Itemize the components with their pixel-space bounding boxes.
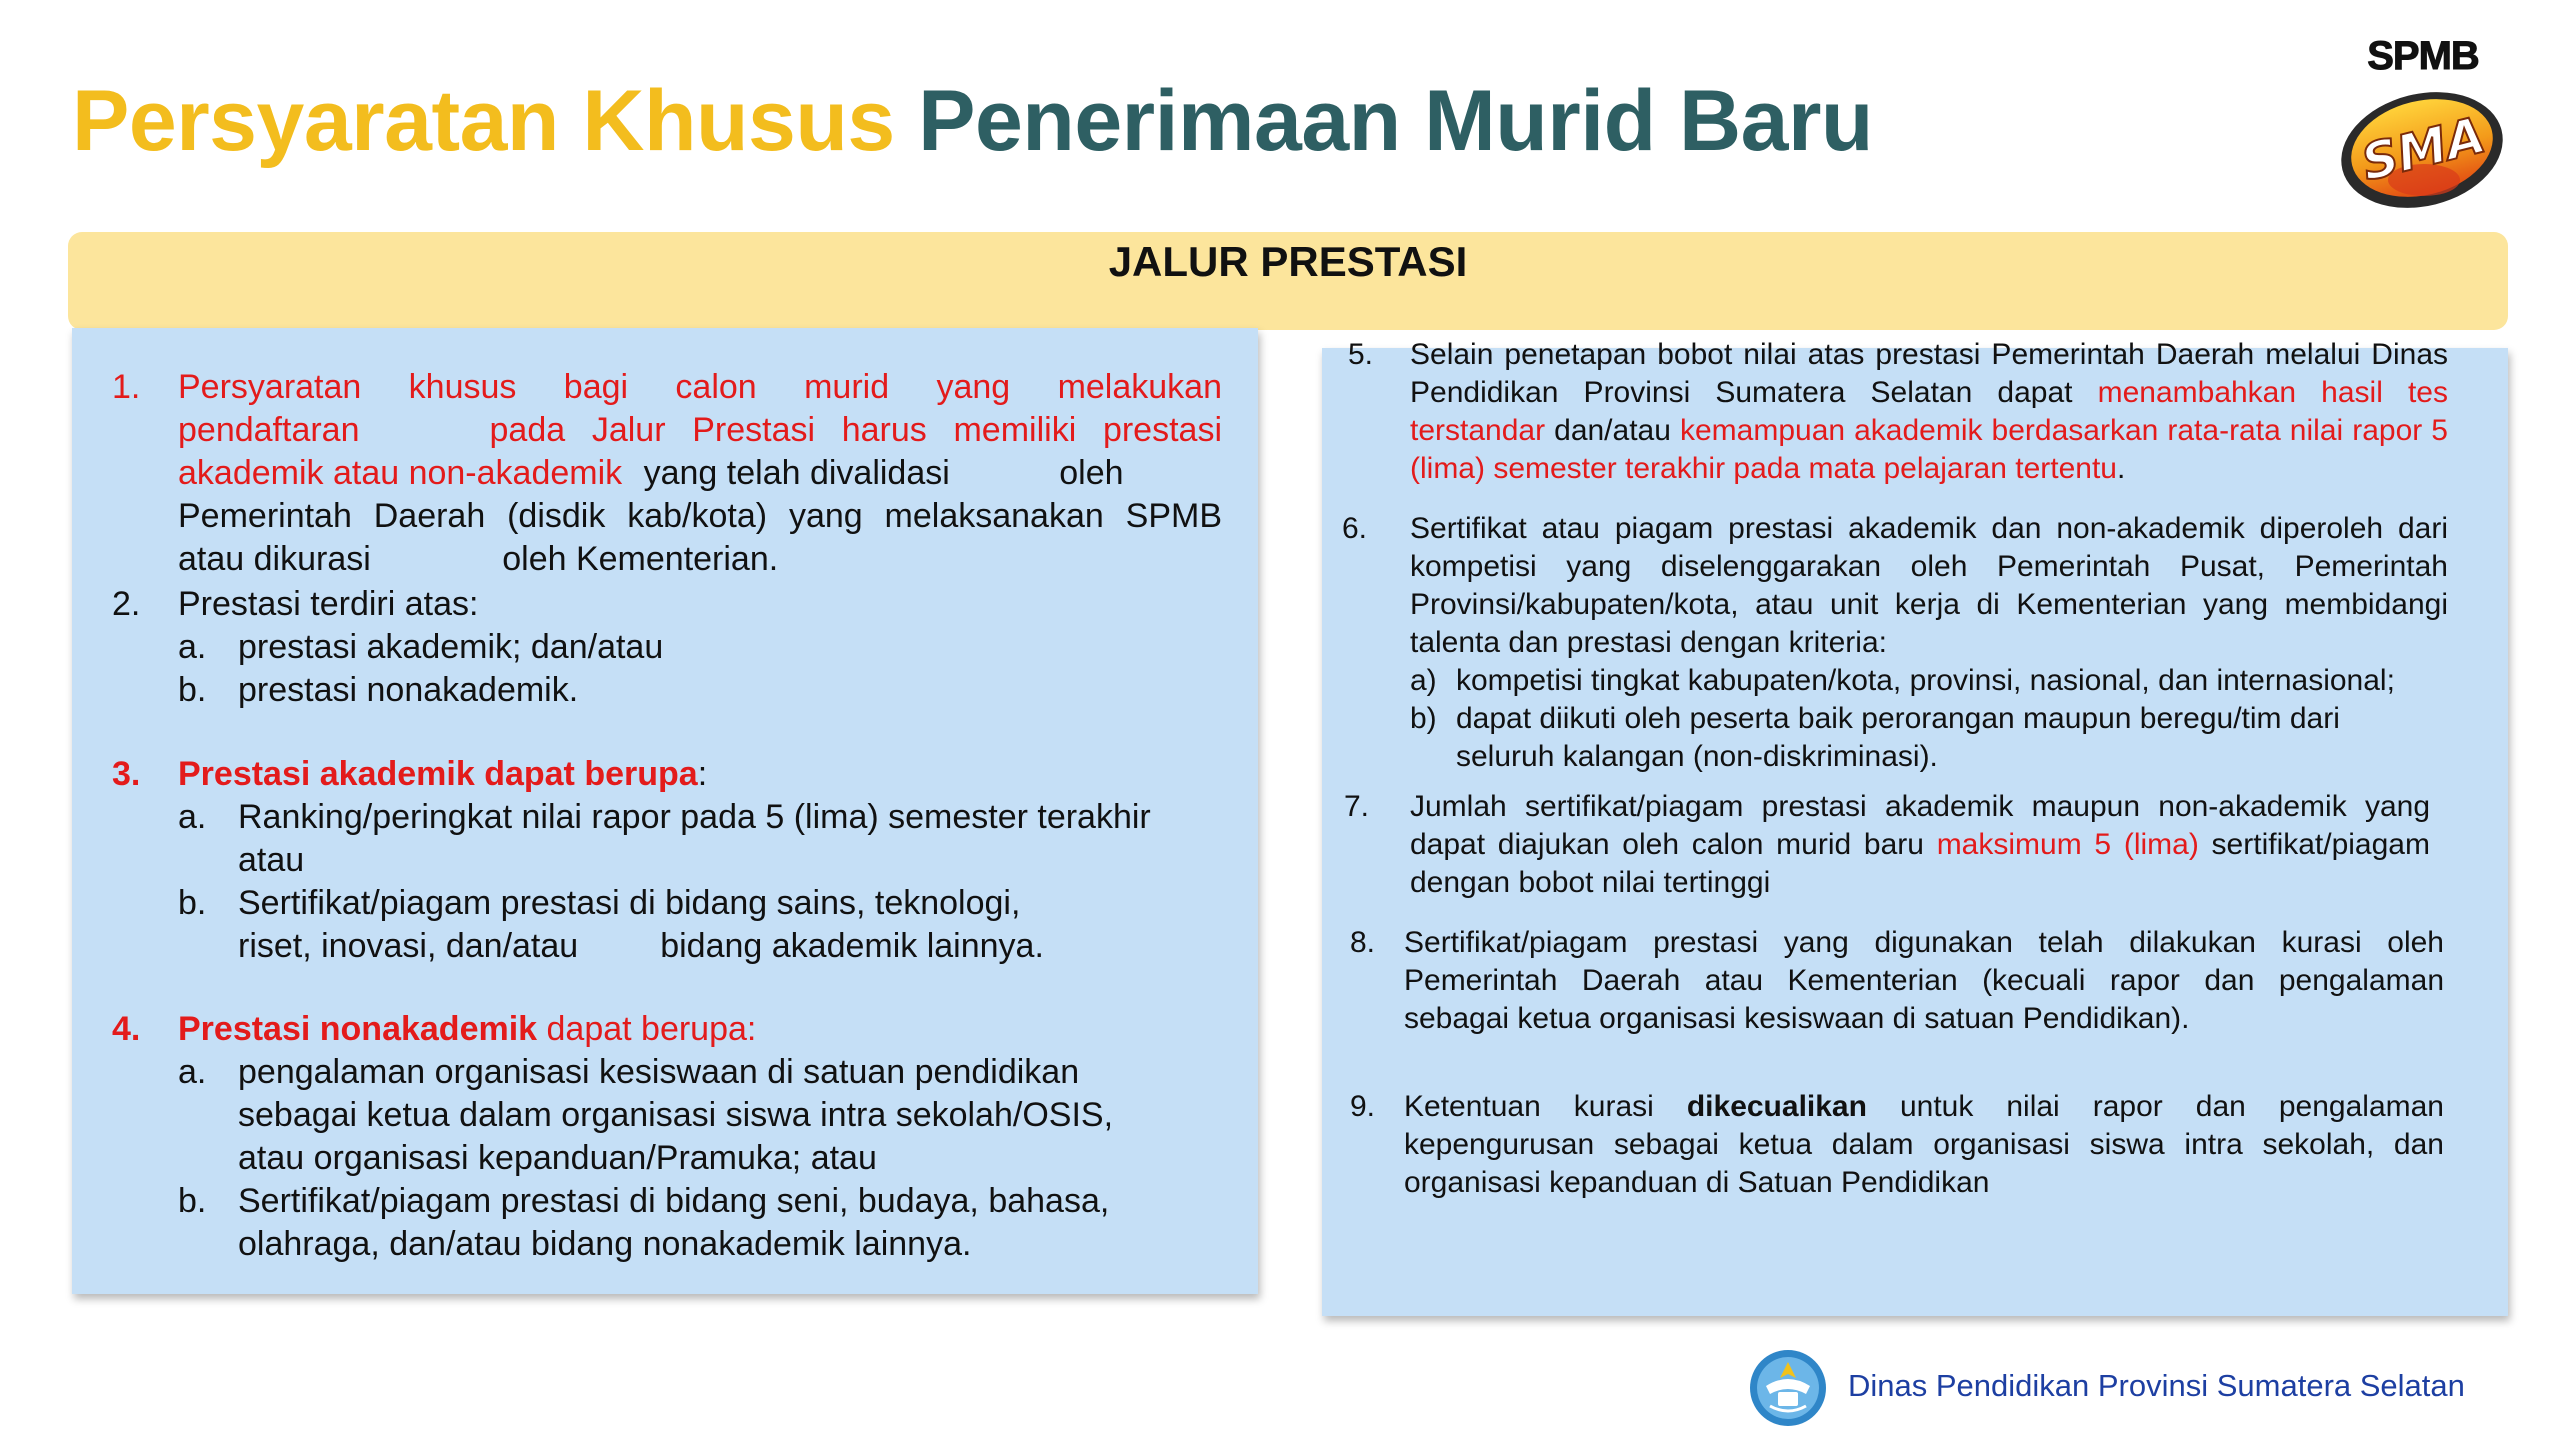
item1-line3: akademik atau non-akademik yang telah divalidasi oleh bbox=[178, 454, 1124, 492]
item-number: 7. bbox=[1344, 790, 1370, 823]
list-item-9: 9. Ketentuan kurasi dikecualikan untuk nilai rapor dan pengalaman kepengurusan sebagai ketua dalam organisasi siswa intra sekolah, dan organisasi kepanduan di Satuan Pendidikan bbox=[1350, 1090, 2444, 1199]
tut-wuri-handayani-logo-icon bbox=[1748, 1348, 1828, 1428]
item-number: 6. bbox=[1342, 512, 1368, 545]
list-item-6: 6. Sertifikat atau piagam prestasi akademik dan non-akademik diperoleh dari kompetisi yang diselenggarakan oleh Pemerintah Pusat, Pemerintah Provinsi/kabupaten/kota, atau unit kerja di Kementerian yang membidangi talenta dan prestasi dengan kriteria: a) kompetisi tingkat kabupaten/kota, provinsi, nasional, dan internasional; b) dapat diikuti oleh peserta baik perorangan maupun beregu/tim dari seluruh kalangan (non-diskriminasi). bbox=[1342, 510, 2448, 776]
sma-badge-icon bbox=[2336, 80, 2512, 230]
banner-label: JALUR PRESTASI bbox=[1108, 238, 1468, 285]
sub-item: b. Sertifikat/piagam prestasi di bidang sains, teknologi, riset, inovasi, dan/atau bidang akademik lainnya. bbox=[178, 884, 1044, 965]
list-item-4: 4. Prestasi nonakademik dapat berupa: a. pengalaman organisasi kesiswaan di satuan pendidikan sebagai ketua dalam organisasi siswa intra sekolah/OSIS, atau organisasi kepanduan/Pramuka; atau b. Sertifikat/piagam prestasi di bidang seni, budaya, bahasa, olahraga, dan/atau bidang nonakademik lainnya. bbox=[112, 1008, 1222, 1266]
logo-text: SPMB bbox=[2367, 34, 2479, 78]
sub-item: b. prestasi nonakademik. bbox=[178, 671, 579, 709]
item-number: 9. bbox=[1350, 1090, 1376, 1123]
list-item-1 bbox=[112, 366, 1222, 581]
title-main: Penerimaan Murid Baru bbox=[918, 73, 1873, 169]
item1-line4: Pemerintah Daerah (disdik kab/kota) yang melaksanakan SPMB bbox=[178, 497, 1222, 535]
item-number: 4. bbox=[112, 1010, 141, 1048]
sub-item: b) dapat diikuti oleh peserta baik perorangan maupun beregu/tim dari seluruh kalangan (non-diskriminasi). bbox=[1410, 702, 2340, 773]
item-number: 2. bbox=[112, 585, 141, 623]
right-panel bbox=[1322, 338, 2508, 1316]
title-highlight: Persyaratan Khusus bbox=[72, 73, 895, 169]
footer-organization: Dinas Pendidikan Provinsi Sumatera Selatan bbox=[1848, 1368, 2465, 1403]
page-title bbox=[72, 72, 1873, 171]
item1-line1: Persyaratan khusus bagi calon murid yang melakukan bbox=[178, 368, 1222, 406]
item-number: 5. bbox=[1348, 338, 1374, 371]
sub-item: a. prestasi akademik; dan/atau bbox=[178, 628, 664, 666]
svg-text:SMA: SMA bbox=[2355, 105, 2491, 193]
list-item-3: 3. Prestasi akademik dapat berupa: a. Ranking/peringkat nilai rapor pada 5 (lima) semester terakhir atau b. Sertifikat/piagam prestasi di bidang sains, teknologi, riset, inovasi, dan/atau bidang akademik lainnya. bbox=[112, 753, 1222, 968]
list-item-5: 5. Selain penetapan bobot nilai atas prestasi Pemerintah Daerah melalui Dinas Pendidikan Provinsi Sumatera Selatan dapat menambahkan hasil tes terstandar dan/atau kemampuan akademik berdasarkan rata-rata nilai rapor 5 (lima) semester terakhir pada mata pelajaran tertentu. bbox=[1348, 338, 2448, 485]
list-item-2: 2. Prestasi terdiri atas: a. prestasi akademik; dan/atau b. prestasi nonakademik. bbox=[112, 583, 1222, 712]
item-number: 1. bbox=[112, 368, 141, 406]
section-banner bbox=[68, 232, 2508, 330]
left-panel bbox=[72, 328, 1258, 1294]
spmb-sma-logo bbox=[2328, 30, 2518, 200]
item1-line5: atau dikurasi oleh Kementerian. bbox=[178, 540, 779, 578]
sub-item: a. pengalaman organisasi kesiswaan di satuan pendidikan sebagai ketua dalam organisasi siswa intra sekolah/OSIS, atau organisasi kepanduan/Pramuka; atau bbox=[178, 1053, 1114, 1177]
item-number: 3. bbox=[112, 755, 141, 793]
item1-line2: pendaftaran pada Jalur Prestasi harus memiliki prestasi bbox=[178, 411, 1222, 449]
list-item-8: 8. Sertifikat/piagam prestasi yang digunakan telah dilakukan kurasi oleh Pemerintah Daerah atau Kementerian (kecuali rapor dan pengalaman sebagai ketua organisasi kesiswaan di satuan Pendidikan). bbox=[1350, 926, 2444, 1035]
list-item-7: 7. Jumlah sertifikat/piagam prestasi akademik maupun non-akademik yang dapat diajukan oleh calon murid baru maksimum 5 (lima) sertifikat/piagam dengan bobot nilai tertinggi bbox=[1344, 790, 2430, 899]
sub-item: a) kompetisi tingkat kabupaten/kota, provinsi, nasional, dan internasional; bbox=[1410, 664, 2395, 697]
item-number: 8. bbox=[1350, 926, 1376, 959]
sub-item: a. Ranking/peringkat nilai rapor pada 5 (lima) semester terakhir atau bbox=[178, 798, 1151, 879]
sub-item: b. Sertifikat/piagam prestasi di bidang seni, budaya, bahasa, olahraga, dan/atau bidang nonakademik lainnya. bbox=[178, 1182, 1110, 1263]
